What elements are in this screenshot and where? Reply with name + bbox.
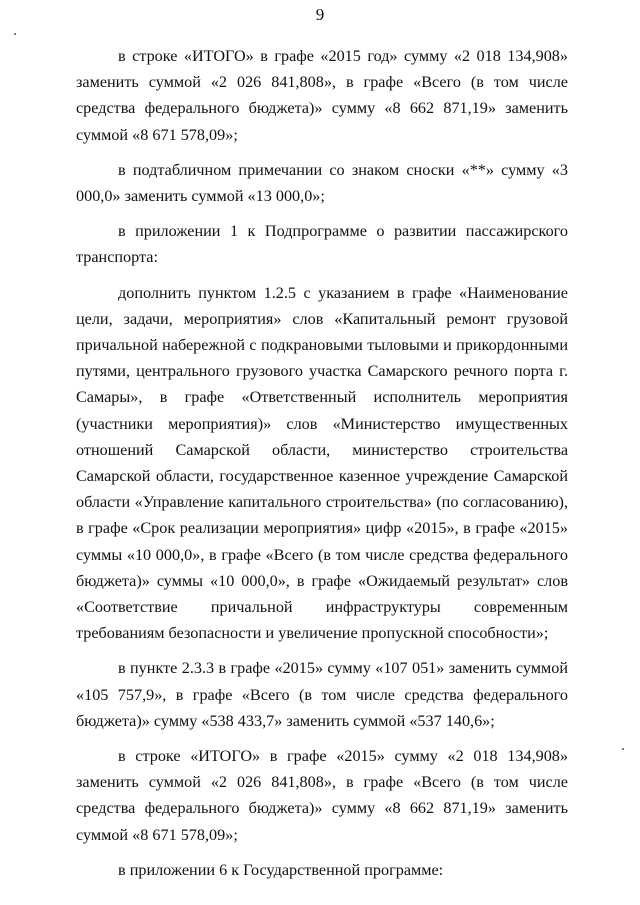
document-body [76,43,568,892]
paragraph: в строке «ИТОГО» в графе «2015» сумму «2 018 134,908» заменить суммой «2 026 841,808», в графе «Всего (в том числе средства федерального бюджета)» сумму «8 662 871,19» заменить суммой «8 671 578,09»; [76,747,568,844]
paragraph: в подтабличном примечании со знаком сноски «**» сумму «3 000,0» заменить суммой «13 000,0»; [76,160,568,206]
paragraph: в строке «ИТОГО» в графе «2015 год» сумму «2 018 134,908» заменить суммой «2 026 841,808», в графе «Всего (в том числе средства федерального бюджета)» сумму «8 662 871,19» заменить суммой «8 671 578,09»; [76,47,568,144]
page-number: 9 [315,5,325,24]
paragraph: в приложении 6 к Государственной программе: [118,860,444,879]
paragraph: в приложении 1 к Подпрограмме о развитии пассажирского транспорта: [76,222,568,267]
paragraph: в пункте 2.3.3 в графе «2015» сумму «107 051» заменить суммой «105 757,9», в графе «Всего (в том числе средства федерального бюджета)» сумму «538 433,7» заменить суммой «537 140,6»; [76,659,568,730]
paragraph: дополнить пунктом 1.2.5 с указанием в графе «Наименование цели, задачи, мероприятия» слов «Капитальный ремонт грузовой причальной набережной с подкрановыми тыловыми и прикордонными путями, центрального грузового участка Самарского речного порта г. Самары», в графе «Ответственный исполнитель мероприятия (участники мероприятия)» слов «Министерство имущественных отношений Самарской области, министерство строительства Самарской области, государственное казенное учреждение Самарской области «Управление капитального строительства» (по согласованию), в графе «Срок реализации мероприятия» цифр «2015», в графе «2015» суммы «10 000,0», в графе «Всего (в том числе средства федерального бюджета)» суммы «10 000,0», в графе «Ожидаемый результат» слов «Соответствие причальной инфраструктуры современным требованиям безопасности и увеличение пропускной способности»; [76,283,568,643]
scan-speck [622,748,624,750]
scan-speck [14,33,16,35]
